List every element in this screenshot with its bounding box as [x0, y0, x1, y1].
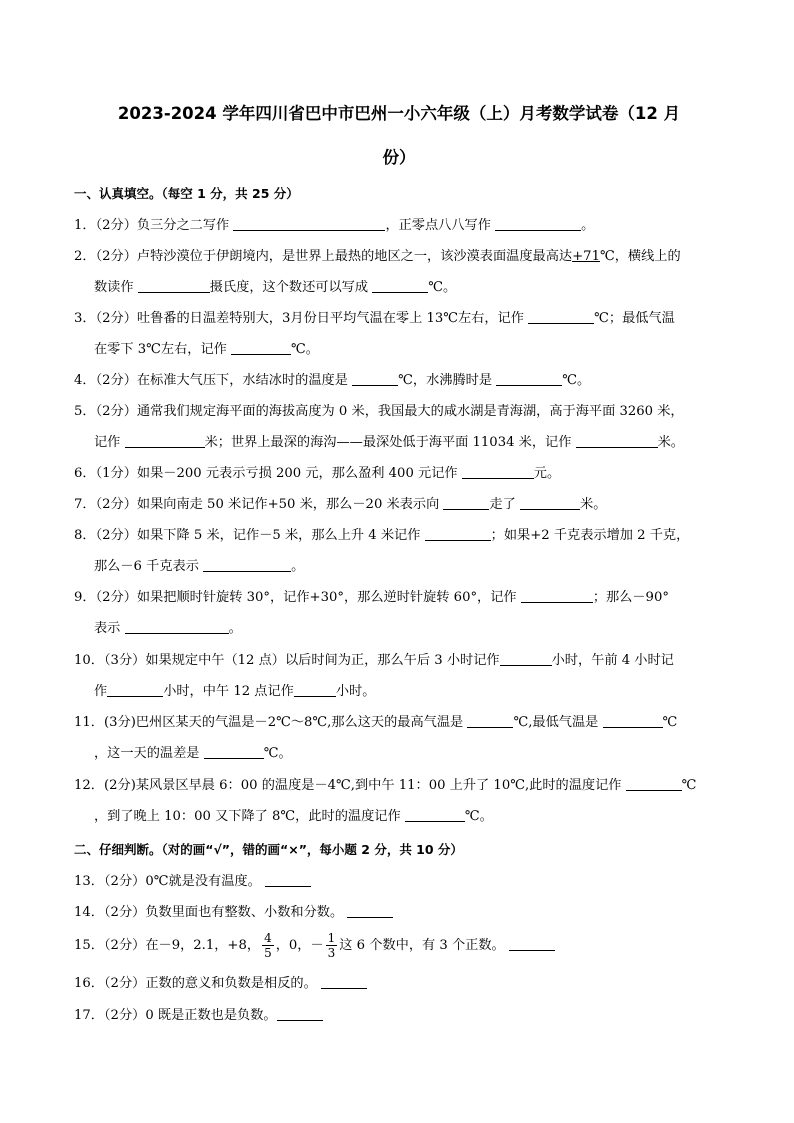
answer-blank[interactable]: [233, 215, 385, 231]
answer-blank[interactable]: [500, 650, 552, 666]
exam-title-line1: 2023-2024 学年四川省巴中市巴州一小六年级（上）月考数学试卷（12 月: [117, 104, 681, 123]
question-11: 11．(3分)巴州区某天的气温是－2℃～8℃,那么这天的最高气温是 ℃,最低气温是 ℃ ，这一天的温差是 ℃。: [74, 707, 724, 769]
answer-blank[interactable]: [277, 1005, 323, 1021]
question-13: 13．（2分）0℃就是没有温度。: [74, 866, 724, 897]
answer-blank[interactable]: [603, 712, 663, 728]
answer-blank[interactable]: [425, 525, 491, 541]
answer-blank[interactable]: [496, 370, 562, 386]
answer-blank[interactable]: [495, 215, 581, 231]
answer-blank[interactable]: [521, 587, 593, 603]
fraction-four-fifths: $\frac{4}{5}$: [264, 931, 272, 960]
question-17: 17．（2分）0 既是正数也是负数。: [74, 1000, 724, 1031]
section-heading-judge: 二、仔细判断。（对的画“√”，错的画“×”，每小题 2 分，共 10 分）: [74, 842, 463, 857]
answer-blank[interactable]: [125, 618, 229, 634]
question-12: 12．(2分)某风景区早晨 6：00 的温度是－4℃,到中午 11：00 上升了 10℃,此时的温度记作 ℃ ，到了晚上 10：00 又下降了 8℃，此时的温度记作 ℃。: [74, 770, 724, 832]
question-9: 9．（2分）如果把顺时针旋转 30°，记作+30°，那么逆时针旋转 60°，记作 ；那么－90° 表示 。: [74, 582, 724, 644]
answer-blank[interactable]: [576, 432, 658, 448]
answer-blank[interactable]: [294, 681, 336, 697]
answer-blank[interactable]: [138, 277, 210, 293]
question-2: 2．（2分）卢特沙漠位于伊朗境内，是世界上最热的地区之一，该沙漠表面温度最高达+71℃，横线上的 数读作 摄氏度，这个数还可以写成 ℃。: [74, 249, 681, 295]
answer-blank[interactable]: [347, 902, 393, 918]
answer-blank[interactable]: [321, 973, 367, 989]
question-5: 5．（2分）通常我们规定海平面的海拔高度为 0 米，我国最大的咸水湖是青海湖，高于海平面 3260 米， 记作 米；世界上最深的海沟——最深处低于海平面 11034 米，记作 米。: [74, 404, 684, 450]
question-15: 15．（2分）在－9，2.1，+8， $\frac{4}{5}$ ，0，－ $\frac{1}{3}$ 这 6 个数中，有 3 个正数。: [74, 930, 724, 961]
answer-blank[interactable]: [125, 432, 205, 448]
question-10: 10．（3分）如果规定中午（12 点）以后时间为正，那么午后 3 小时记作 小时，午前 4 小时记 作 小时，中午 12 点记作 小时。: [74, 645, 724, 707]
answer-blank[interactable]: [467, 712, 513, 728]
answer-blank[interactable]: [528, 308, 594, 324]
question-14: 14．（2分）负数里面也有整数、小数和分数。: [74, 897, 724, 928]
question-6: 6．（1分）如果－200 元表示亏损 200 元，那么盈利 400 元记作 元。: [74, 458, 724, 489]
section-heading-fill-in: 一、认真填空。（每空 1 分，共 25 分）: [74, 186, 299, 201]
answer-blank[interactable]: [520, 494, 580, 510]
question-3: 3．（2分）吐鲁番的日温差特别大，3月份日平均气温在零上 13℃左右，记作 ℃；最低气温 在零下 3℃左右，记作 ℃。: [74, 303, 724, 365]
answer-blank[interactable]: [626, 775, 682, 791]
answer-blank[interactable]: [462, 463, 534, 479]
answer-blank[interactable]: [107, 681, 163, 697]
question-16: 16．（2分）正数的意义和负数是相反的。: [74, 968, 724, 999]
answer-blank[interactable]: [203, 556, 291, 572]
exam-title-line2: 份）: [382, 148, 416, 167]
fraction-one-third: $\frac{1}{3}$: [327, 931, 336, 960]
answer-blank[interactable]: [231, 339, 291, 355]
exam-title: [84, 92, 714, 180]
answer-blank[interactable]: [443, 494, 489, 510]
answer-blank[interactable]: [204, 743, 264, 759]
question-1: 1．（2分）负三分之二写作 ，正零点八八写作 。: [74, 210, 724, 241]
question-8: 8．（2分）如果下降 5 米，记作－5 米，那么上升 4 米记作 ；如果+2 千克表示增加 2 千克， 那么－6 千克表示 。: [74, 520, 724, 582]
answer-blank[interactable]: [509, 935, 555, 951]
answer-blank[interactable]: [372, 277, 428, 293]
question-7: 7．（2分）如果向南走 50 米记作+50 米，那么－20 米表示向 走了 米。: [74, 489, 724, 520]
question-4: 4．（2分）在标准大气压下，水结冰时的温度是 ℃，水沸腾时是 ℃。: [74, 365, 724, 396]
answer-blank[interactable]: [265, 871, 311, 887]
answer-blank[interactable]: [405, 806, 465, 822]
answer-blank[interactable]: [352, 370, 398, 386]
